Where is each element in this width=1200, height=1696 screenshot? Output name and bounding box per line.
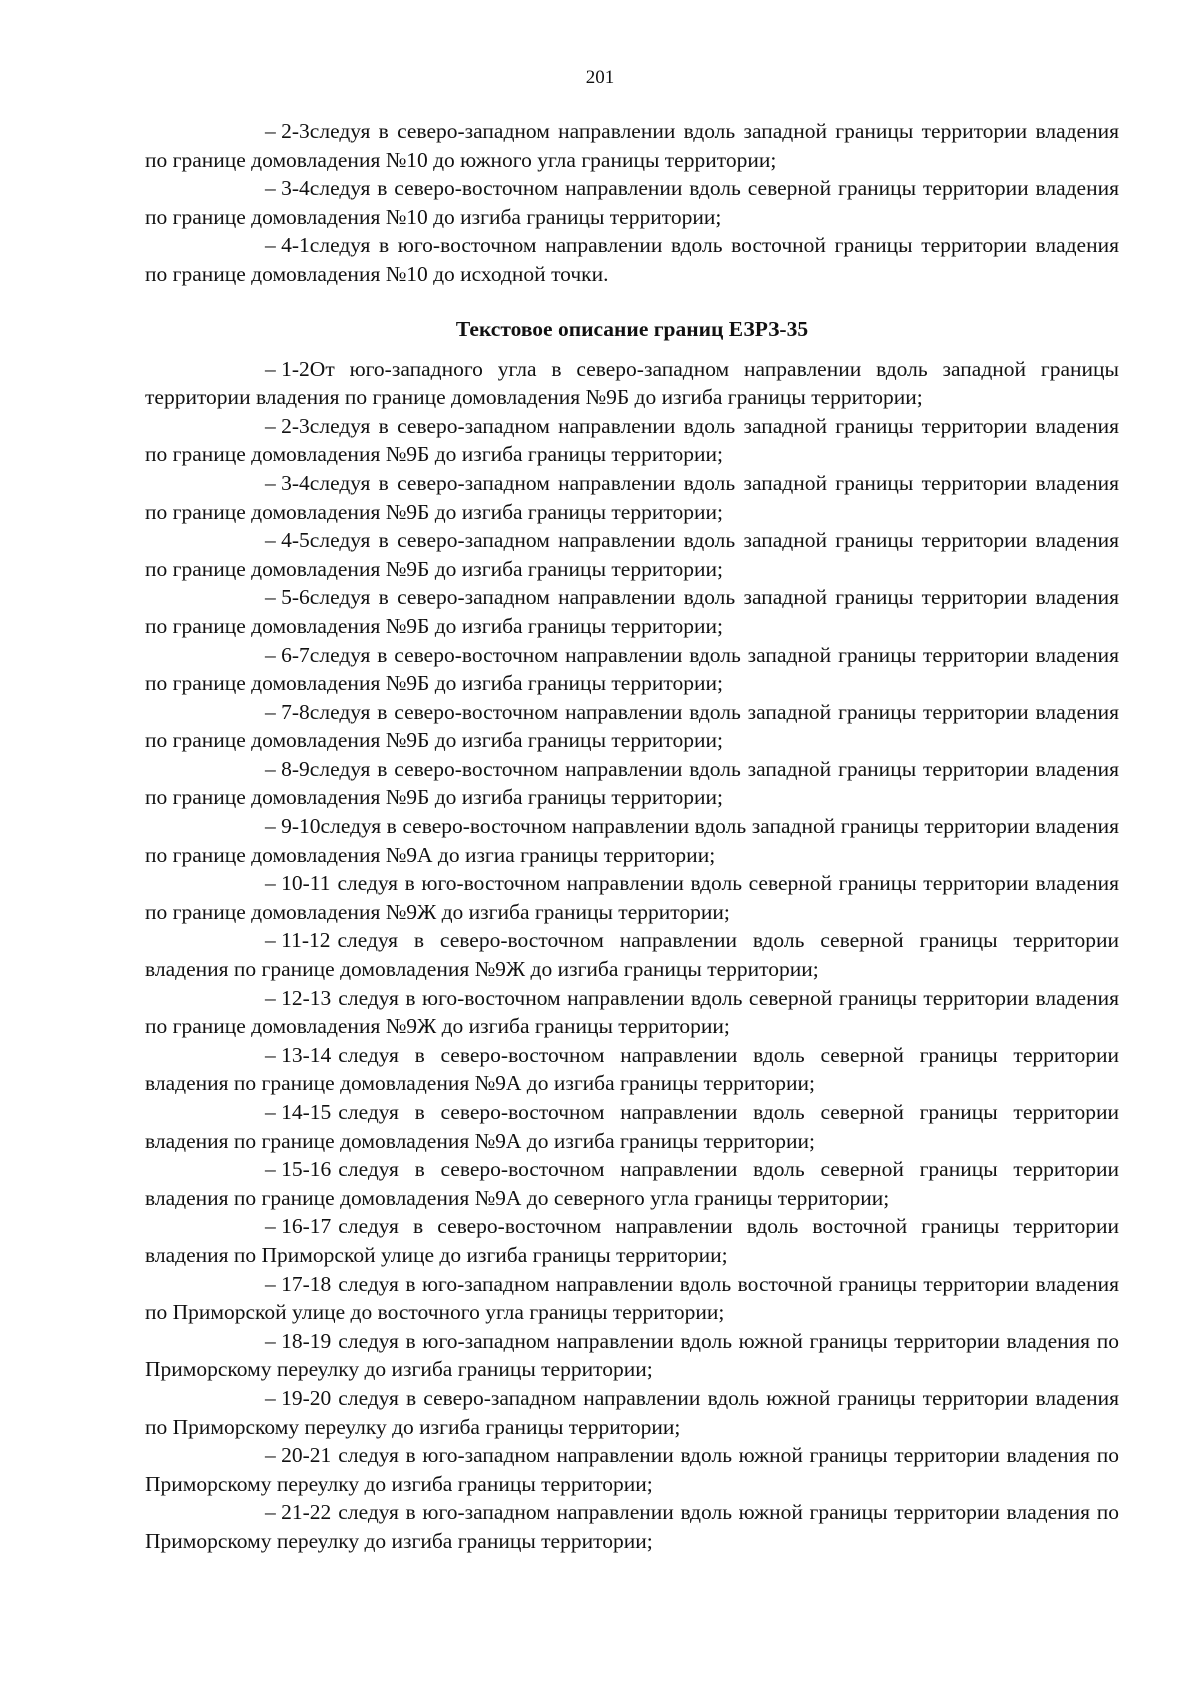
segment-number: – 3-4 xyxy=(265,470,310,495)
segment-description: следуя в юго-западном направлении вдоль восточной границы территории владения по Приморской улице до восточного угла границы территории; xyxy=(145,1271,1119,1325)
segment-description: следуя в северо-восточном направлении вдоль северной границы территории владения по границе домовладения №9А до северного угла границы территории; xyxy=(145,1157,1119,1210)
segment-number: – 1-2 xyxy=(265,356,310,381)
document-body xyxy=(145,117,1119,1556)
boundary-segment-entry xyxy=(145,1384,1119,1441)
boundary-segment-entry xyxy=(145,1270,1119,1327)
boundary-segment-entry xyxy=(145,1498,1119,1555)
boundary-segment-entry xyxy=(145,1212,1119,1269)
boundary-segment-entry xyxy=(145,641,1119,698)
segment-description: следуя в юго-восточном направлении вдоль восточной границы территории владения по границе домовладения №10 до исходной точки. xyxy=(145,233,1119,286)
segment-description: следуя в северо-восточном направлении вдоль западной границы территории владения по границе домовладения №9Б до изгиба границы территории; xyxy=(145,699,1119,753)
segment-description: следуя в северо-западном направлении вдоль западной границы территории владения по границе домовладения №10 до южного угла границы территории; xyxy=(145,119,1119,172)
segment-description: следуя в северо-восточном направлении вдоль западной границы территории владения по границе домовладения №9Б до изгиба границы территории; xyxy=(145,756,1119,810)
boundary-segment-entry xyxy=(145,117,1119,174)
segment-number: – 2-3 xyxy=(265,119,310,143)
boundary-segment-entry xyxy=(145,1041,1119,1098)
segment-description: следуя в юго-западном направлении вдоль южной границы территории владения по Приморскому переулку до изгиба границы территории; xyxy=(145,1500,1119,1553)
segment-description: следуя в северо-западном направлении вдоль южной границы территории владения по Приморскому переулку до изгиба границы территории; xyxy=(145,1385,1119,1439)
page-number: 201 xyxy=(585,67,615,88)
boundary-segment-entry xyxy=(145,755,1119,812)
segment-description: следуя в северо-восточном направлении вдоль западной границы территории владения по границе домовладения №9Б до изгиба границы территории; xyxy=(145,642,1119,696)
segment-number: – 2-3 xyxy=(265,413,310,438)
boundary-segment-entry xyxy=(145,583,1119,640)
segment-number: – 4-5 xyxy=(265,528,310,553)
segment-number: – 7-8 xyxy=(265,699,310,724)
section-heading: Текстовое описание границ ЕЗРЗ-35 xyxy=(455,316,809,341)
boundary-segment-entry xyxy=(145,698,1119,755)
boundary-segment-entry xyxy=(145,984,1119,1041)
intro-entries xyxy=(145,117,1119,289)
segment-description: следуя в северо-восточном направлении вдоль северной границы территории владения по границе домовладения №9А до изгиба границы территории; xyxy=(145,1100,1119,1153)
boundary-segment-entry xyxy=(145,1098,1119,1155)
segment-number: – 10-11 xyxy=(265,871,331,896)
boundary-segment-entry xyxy=(145,231,1119,288)
segment-description: следуя в юго-западном направлении вдоль южной границы территории владения по Приморскому переулку до изгиба границы территории; xyxy=(145,1443,1119,1496)
boundary-segment-entry xyxy=(145,1441,1119,1498)
segment-number: – 8-9 xyxy=(265,756,310,781)
segment-number: – 17-18 xyxy=(265,1271,332,1296)
segment-number: – 3-4 xyxy=(265,176,310,201)
segment-description: От юго-западного угла в северо-западном направлении вдоль западной границы территории владения по границе домовладения №9Б до изгиба границы территории; xyxy=(145,356,1119,410)
segment-description: следуя в юго-восточном направлении вдоль северной границы территории владения по границе домовладения №9Ж до изгиба границы территории; xyxy=(145,871,1119,924)
boundary-segment-entry xyxy=(145,1155,1119,1212)
segment-number: – 11-12 xyxy=(265,928,331,953)
boundary-segment-entry xyxy=(145,812,1119,869)
section-entries xyxy=(145,355,1119,1556)
boundary-segment-entry xyxy=(145,526,1119,583)
segment-number: – 16-17 xyxy=(265,1214,332,1239)
segment-number: – 5-6 xyxy=(265,585,310,610)
segment-number: – 4-1 xyxy=(265,233,310,258)
segment-description: следуя в северо-западном направлении вдоль западной границы территории владения по границе домовладения №9Б до изгиба границы территории; xyxy=(145,413,1119,467)
segment-number: – 18-19 xyxy=(265,1328,332,1353)
boundary-segment-entry xyxy=(145,1327,1119,1384)
boundary-segment-entry xyxy=(145,355,1119,412)
segment-number: – 9-10 xyxy=(265,814,321,839)
segment-description: следуя в северо-восточном направлении вдоль северной границы территории владения по границе домовладения №10 до изгиба границы территории; xyxy=(145,176,1119,229)
segment-description: следуя в северо-восточном направлении вдоль восточной границы территории владения по Приморской улице до изгиба границы территории; xyxy=(145,1214,1119,1267)
boundary-segment-entry xyxy=(145,869,1119,926)
segment-description: следуя в северо-западном направлении вдоль западной границы территории владения по границе домовладения №9Б до изгиба границы территории; xyxy=(145,528,1119,581)
segment-description: следуя в юго-восточном направлении вдоль северной границы территории владения по границе домовладения №9Ж до изгиба границы территории; xyxy=(145,985,1119,1039)
segment-description: следуя в северо-восточном направлении вдоль северной границы территории владения по границе домовладения №9Ж до изгиба границы территории; xyxy=(145,928,1119,982)
segment-number: – 20-21 xyxy=(265,1443,332,1468)
segment-number: – 12-13 xyxy=(265,985,332,1010)
segment-description: следуя в северо-западном направлении вдоль западной границы территории владения по границе домовладения №9Б до изгиба границы территории; xyxy=(145,470,1119,524)
segment-description: следуя в юго-западном направлении вдоль южной границы территории владения по Приморскому переулку до изгиба границы территории; xyxy=(145,1328,1119,1382)
segment-description: следуя в северо-восточном направлении вдоль западной границы территории владения по границе домовладения №9А до изгиа границы территории; xyxy=(145,814,1119,867)
segment-number: – 6-7 xyxy=(265,642,310,667)
segment-number: – 13-14 xyxy=(265,1042,332,1067)
boundary-segment-entry xyxy=(145,926,1119,983)
segment-description: следуя в северо-западном направлении вдоль западной границы территории владения по границе домовладения №9Б до изгиба границы территории; xyxy=(145,585,1119,638)
boundary-segment-entry xyxy=(145,412,1119,469)
segment-number: – 21-22 xyxy=(265,1500,332,1525)
boundary-segment-entry xyxy=(145,174,1119,231)
boundary-segment-entry xyxy=(145,469,1119,526)
segment-description: следуя в северо-восточном направлении вдоль северной границы территории владения по границе домовладения №9А до изгиба границы территории; xyxy=(145,1042,1119,1096)
segment-number: – 15-16 xyxy=(265,1157,332,1182)
segment-number: – 19-20 xyxy=(265,1385,332,1410)
segment-number: – 14-15 xyxy=(265,1100,332,1124)
